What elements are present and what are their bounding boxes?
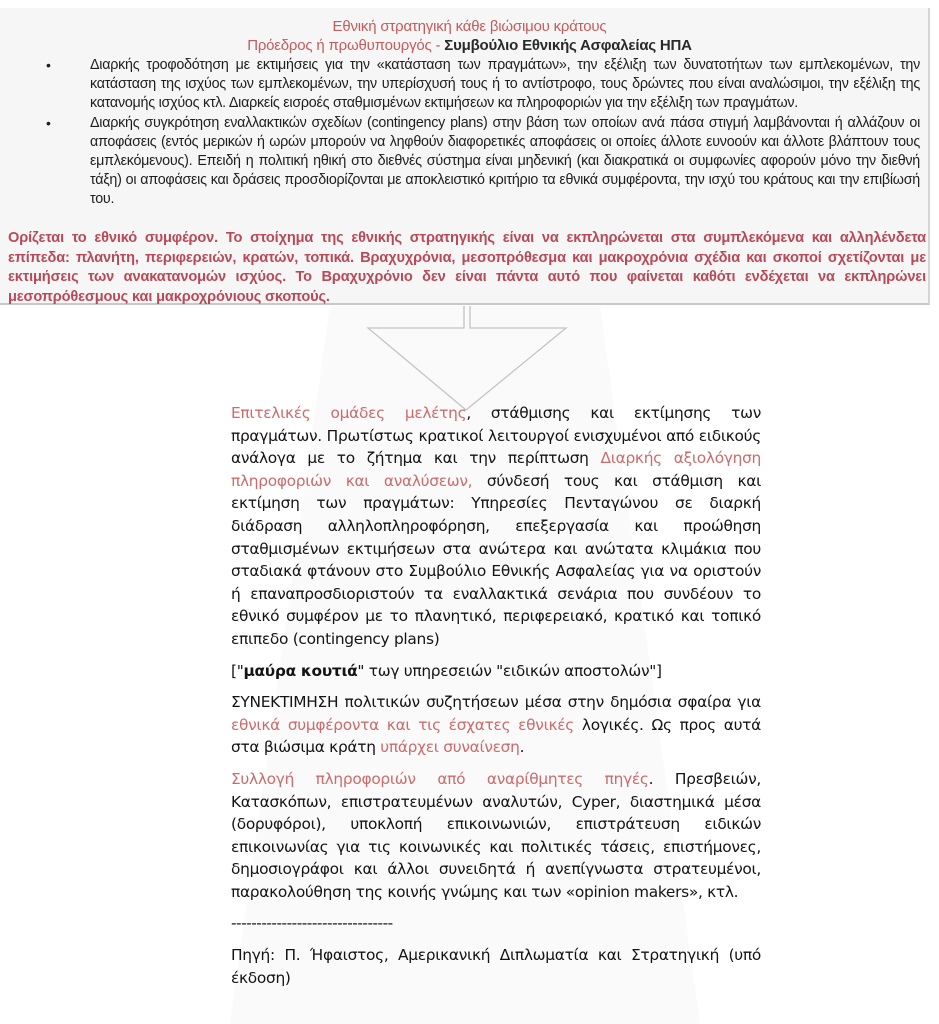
black-boxes-paragraph xyxy=(231,660,761,683)
text: σύνδεσή τους και στάθμιση και εκτίμηση των πραγμάτων: Υπηρεσίες Πενταγώνου σε διαρκή διάδραση αλληλοπληροφόρηση, επεξεργασία και προώθηση σταθμισμένων εκτιμήσεων στα ανώτερα και ανώτατα κλιμάκια που σταδιακά φτάνουν στο Συμβούλιο Εθνικής Ασφαλείας για να οριστούν ή επαναπροσδιοριστούν τα εναλλακτικά σενάρια που συνδέουν το εθνικό συμφέρον με το πλανητικό, περιφερειακό, κρατικό και τοπικό επιπεδο (contingency plans) xyxy=(231,471,761,648)
analysis-section xyxy=(231,402,761,998)
source-citation: Πηγή: Π. Ήφαιστος, Αμερικανική Διπλωματία και Στρατηγική (υπό έκδοση) xyxy=(231,946,761,987)
text: ΣΥΝΕΚΤΙΜΗΣΗ πολιτικών συζητήσεων μέσα στην δημόσια σφαίρα για xyxy=(231,693,761,712)
consensus-paragraph xyxy=(231,691,761,759)
box-title: Εθνική στρατηγική κάθε βιώσιμου κράτους xyxy=(332,18,607,35)
highlight-staff-groups: Επιτελικές ομάδες μελέτης xyxy=(231,404,467,422)
text: . xyxy=(519,738,525,757)
bullet-icon: • xyxy=(46,114,51,131)
separator-line: -------------------------------- xyxy=(231,914,393,933)
staff-groups-paragraph xyxy=(231,402,761,651)
conclusion-paragraph: Ορίζεται το εθνικό συμφέρον. Το στοίχημα της εθνικής στρατηγικής είναι να εκπληρώνεται στα συμπλεκόμενα και αλληλένδετα επίπεδα: πλανήτη, περιφερειών, κρατών, τοπικά. Βραχυχρόνια, μεσοπρόθεσμα και μακροχρόνια σχέδια και σκοποί σχετίζονται με εκτιμήσεις των ανακατανομών ισχύος. Το Βραχυχρόνιο δεν είναι πάντα αυτό που φαίνεται καθότι ενδέχεται να εκπληρώνει μεσοπρόθεσμους και μακροχρόνιους σκοπούς. xyxy=(8,230,926,305)
bullet-icon: • xyxy=(46,57,51,73)
intelligence-paragraph xyxy=(231,768,761,904)
subtitle-highlight: Πρόεδρος ή πρωθυπουργός - xyxy=(247,37,445,54)
highlight-national-interests: εθνικά συμφέροντα και τις έσχατες εθνικές xyxy=(231,715,575,734)
text: , στάθμισης και εκτίμησης των πραγμάτων. Πρωτίστως κρατικοί λειτουργοί ενισχυμένοι από ειδικούς ανάλογα με το ζήτημα και την περίπτωση xyxy=(231,404,761,468)
text: [" xyxy=(231,661,244,680)
subtitle-council: Συμβούλιο Εθνικής Ασφαλείας ΗΠΑ xyxy=(444,37,692,54)
highlight-intelligence: Συλλογή πληροφοριών από αναρίθμητες πηγές xyxy=(231,769,649,788)
highlight-continuous-evaluation: Διαρκής αξιολόγηση πληροφοριών και αναλύσεων, xyxy=(231,449,761,490)
text: λογικές. Ως προς αυτά στα βιώσιμα κράτη xyxy=(231,715,761,757)
bullet-text: Διαρκής συγκρότηση εναλλακτικών σχεδίων (contingency plans) στην βάση των οποίων ανά πάσα στιγμή λαμβάνονται ή αλλάζουν οι αποφάσεις (εντός μερικών ή ωρών μπορούν να ληφθούν διαφορετικές αποφάσεις οι οποίες άλλοτε ευνοούν και άλλοτε βλάπτουν τους εμπλεκόμενους). Επειδή η πολιτική ηθική στο διεθνές σύστημα είναι μηδενική (και διακρατικά οι συμφωνίες αφορούν μόνο την διεθνή τάξη) οι αποφάσεις και δράσεις προσδιορίζονται με αποκλειστικό κριτήριο τα εθνικά συμφέροντα, την ισχύ του κράτους και την επιβίωσή του. xyxy=(90,114,920,208)
text: . Πρεσβειών, Κατασκόπων, επιστρατευμένων αναλυτών, Cyper, διαστημικά μέσα (δορυφόροι), υποκλοπή επικοινωνιών, επιστράτευση ειδικών επικοινωνίας για τις κοινωνικές και πολιτικές τάσεις, επιστήμονες, δημοσιογράφοι και άλλοι συνειδητά ή ανεπίγνωστα στρατευμένοι, παρακολούθηση της κοινής γνώμης και των «opinion makers», κτλ. xyxy=(231,769,762,901)
highlight-consensus: υπάρχει συναίνεση xyxy=(380,738,520,757)
text: " τωγ υπηρεσειών "ειδικών αποστολών"] xyxy=(357,661,662,680)
black-boxes-bold: μαύρα κουτιά xyxy=(243,661,358,680)
bullet-text: Διαρκής τροφοδότηση με εκτιμήσεις για την «κατάσταση των πραγμάτων», την εξέλιξη των δυνατοτήτων των εμπλεκομένων, την κατάσταση της ισχύος των εμπλεκομένων, την υπερίσχυσή τους ή το αντίστροφο, τους δρώντες που είναι αναλώσιμοι, την εξέλιξη της κατανομής ισχύος κτλ. Διαρκείς εισροές σταθμισμένων εκτιμήσεων κα πληροφοριών για την εξέλιξη των πραγμάτων. xyxy=(90,57,920,112)
